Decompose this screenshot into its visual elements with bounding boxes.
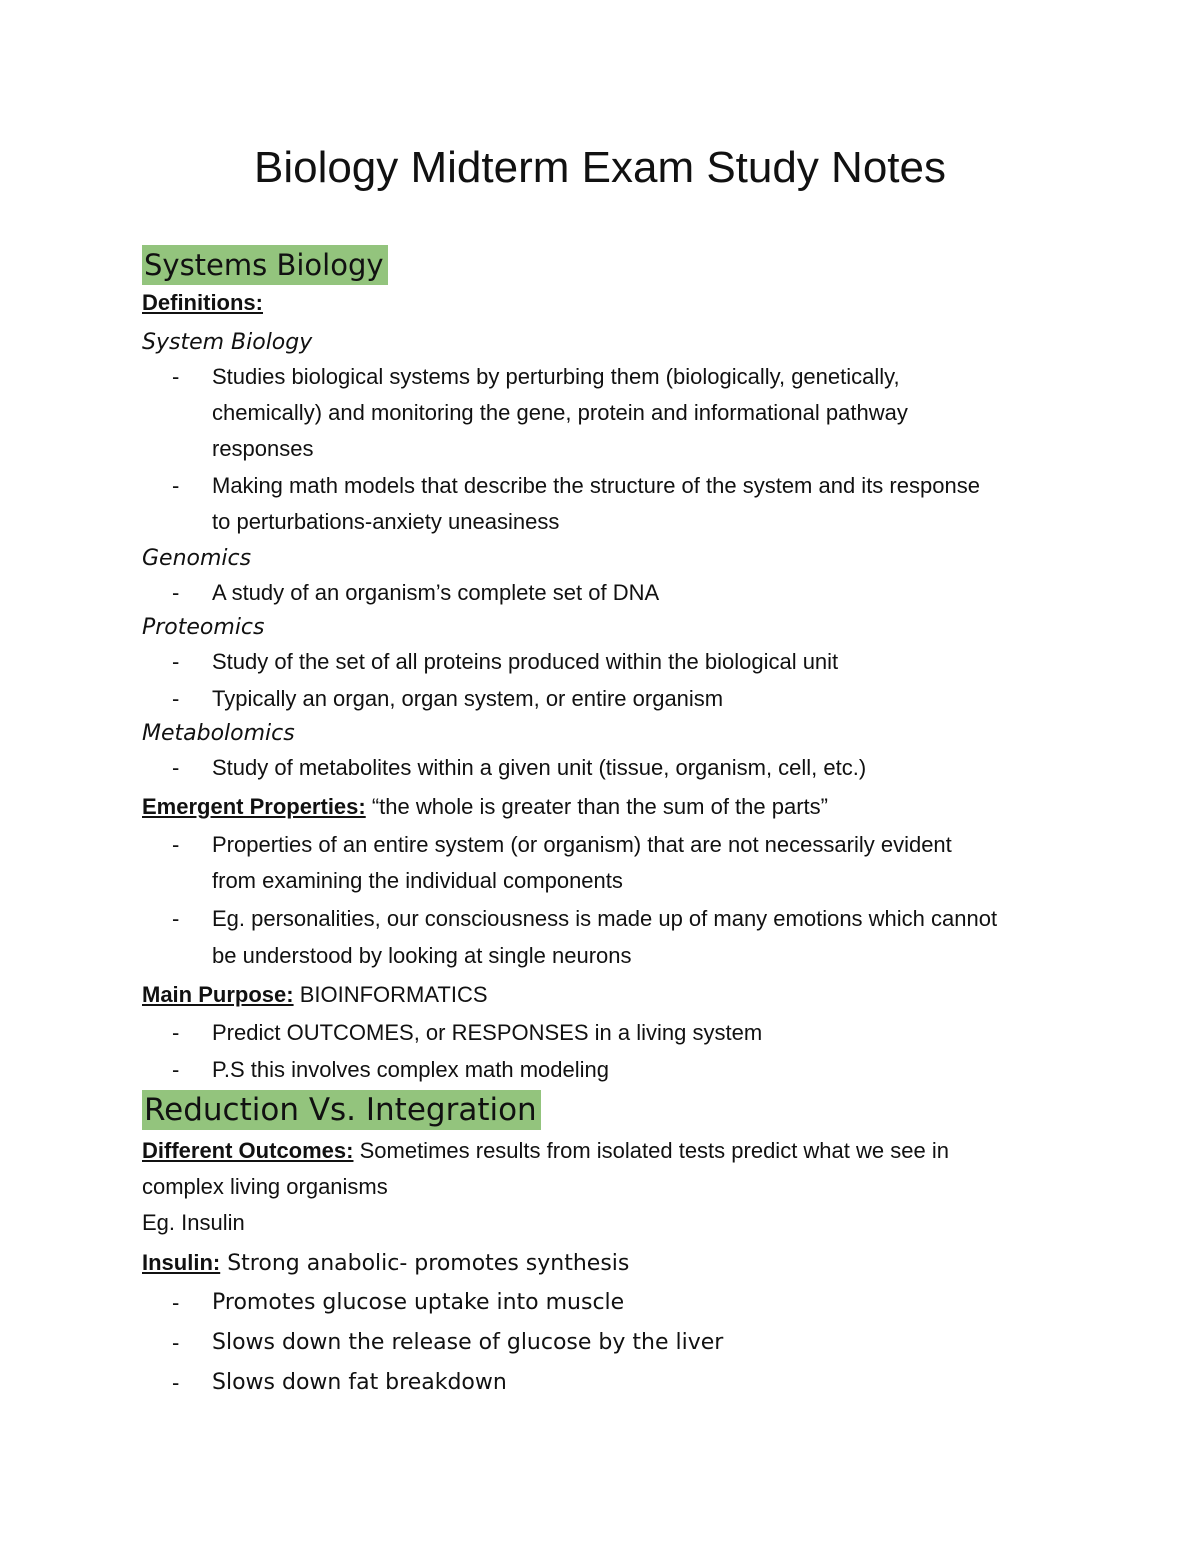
- bullet-marker: -: [172, 755, 180, 780]
- bullet-text: Typically an organ, organ system, or entire organism: [212, 686, 724, 711]
- different-outcomes-text-continued: complex living organisms: [142, 1174, 388, 1199]
- bullet-marker: -: [172, 580, 180, 605]
- different-outcomes-label: Different Outcomes:: [142, 1138, 354, 1163]
- term-metabolomics: Metabolomics: [142, 721, 295, 746]
- emergent-properties-line: [142, 792, 828, 822]
- bullet-marker: -: [172, 1330, 180, 1355]
- bullet-text: Slows down fat breakdown: [212, 1370, 507, 1395]
- bullet-text-continued: responses: [212, 436, 314, 461]
- emergent-properties-label: Emergent Properties:: [142, 794, 366, 819]
- different-outcomes-text: Sometimes results from isolated tests predict what we see in: [353, 1138, 949, 1163]
- insulin-line: [142, 1248, 629, 1279]
- bullet-marker: -: [172, 906, 180, 931]
- term-genomics: Genomics: [142, 546, 252, 571]
- bullet-text: Studies biological systems by perturbing them (biologically, genetically,: [212, 364, 900, 389]
- bullet-text: Properties of an entire system (or organism) that are not necessarily evident: [212, 832, 952, 857]
- bullet-marker: -: [172, 1020, 180, 1045]
- bullet-text-continued: to perturbations-anxiety uneasiness: [212, 509, 560, 534]
- eg-insulin: Eg. Insulin: [142, 1210, 245, 1235]
- page-title: Biology Midterm Exam Study Notes: [253, 143, 947, 192]
- bullet-marker: -: [172, 1057, 180, 1082]
- bullet-text: Making math models that describe the structure of the system and its response: [212, 473, 980, 498]
- bullet-text: A study of an organism’s complete set of DNA: [212, 580, 660, 605]
- section-heading-systems-biology: Systems Biology: [142, 245, 388, 285]
- bullet-marker: -: [172, 473, 180, 498]
- definitions-label: Definitions:: [142, 290, 263, 315]
- term-proteomics: Proteomics: [142, 615, 265, 640]
- emergent-properties-text: “the whole is greater than the sum of the parts”: [365, 794, 828, 819]
- bullet-text-continued: chemically) and monitoring the gene, protein and informational pathway: [212, 400, 908, 425]
- term-system-biology: System Biology: [142, 330, 313, 355]
- bullet-marker: -: [172, 832, 180, 857]
- bullet-text-continued: be understood by looking at single neurons: [212, 943, 632, 968]
- bullet-marker: -: [172, 686, 180, 711]
- main-purpose-label: Main Purpose:: [142, 982, 294, 1007]
- bullet-text: Eg. personalities, our consciousness is made up of many emotions which cannot: [212, 906, 998, 931]
- main-purpose-line: [142, 980, 488, 1010]
- bullet-text: Slows down the release of glucose by the liver: [212, 1330, 724, 1355]
- main-purpose-text: BIOINFORMATICS: [293, 982, 488, 1007]
- bullet-text-continued: from examining the individual components: [212, 868, 623, 893]
- insulin-text: Strong anabolic- promotes synthesis: [220, 1251, 630, 1276]
- bullet-text: Predict OUTCOMES, or RESPONSES in a living system: [212, 1020, 763, 1045]
- bullet-marker: -: [172, 1370, 180, 1395]
- insulin-label: Insulin:: [142, 1250, 221, 1275]
- section-heading-reduction-vs-integration: Reduction Vs. Integration: [142, 1090, 541, 1130]
- bullet-marker: -: [172, 364, 180, 389]
- bullet-marker: -: [172, 1290, 180, 1315]
- bullet-text: P.S this involves complex math modeling: [212, 1057, 610, 1082]
- bullet-text: Study of metabolites within a given unit (tissue, organism, cell, etc.): [212, 755, 867, 780]
- bullet-text: Study of the set of all proteins produced within the biological unit: [212, 649, 839, 674]
- different-outcomes-line: [142, 1136, 949, 1166]
- bullet-text: Promotes glucose uptake into muscle: [212, 1290, 625, 1315]
- bullet-marker: -: [172, 649, 180, 674]
